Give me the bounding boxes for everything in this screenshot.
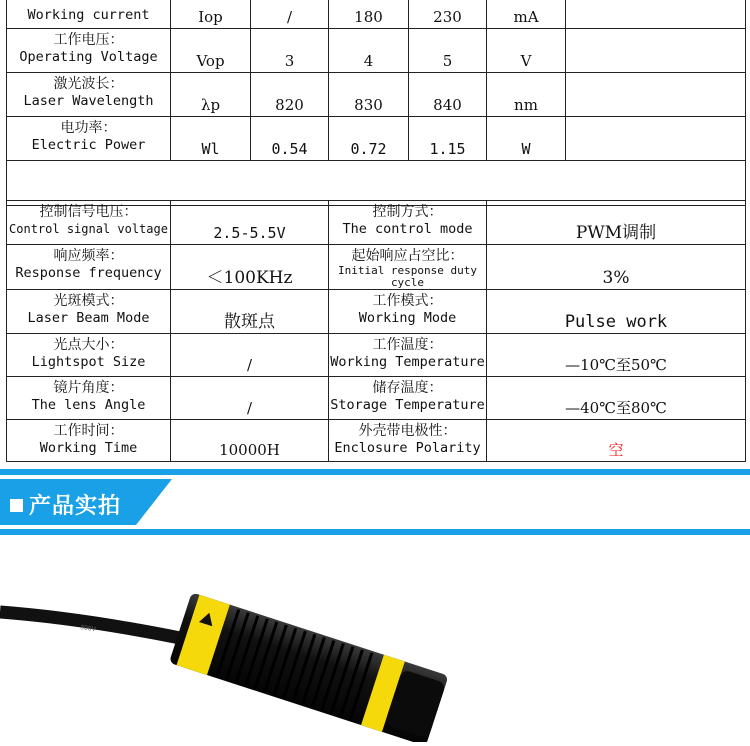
feature-label-left: 光斑模式： Laser Beam Mode: [7, 290, 171, 334]
feature-value-left: 散斑点: [171, 290, 329, 334]
feature-label-left: 响应频率： Response frequency: [7, 245, 171, 290]
feature-value-right: —10℃至50℃: [487, 334, 746, 377]
cable-print: 300V: [79, 624, 97, 634]
spec-unit: nm: [487, 73, 566, 117]
spec-row-current: [7, 0, 746, 29]
feature-row: [7, 201, 746, 245]
feature-value-right: 空: [487, 420, 746, 462]
feature-row: [7, 377, 746, 420]
feature-value-right: 3%: [487, 245, 746, 290]
feature-label-left: 工作时间： Working Time: [7, 420, 171, 462]
spec-typ: 4: [329, 29, 409, 73]
feature-row: [7, 334, 746, 377]
spec-table: [6, 0, 746, 206]
feature-label-left: 镜片角度： The lens Angle: [7, 377, 171, 420]
spec-symbol: Wl: [171, 117, 251, 161]
feature-value-right: Pulse work: [487, 290, 746, 334]
spec-row-wavelength: [7, 73, 746, 117]
spec-unit: W: [487, 117, 566, 161]
spec-label: Working current: [7, 0, 171, 29]
feature-value-left: 2.5-5.5V: [171, 201, 329, 245]
laser-module-image: [0, 560, 750, 742]
feature-label-left: 光点大小： Lightspot Size: [7, 334, 171, 377]
section-title: 产品实拍: [10, 489, 121, 520]
feature-label-right: 起始响应占空比： Initial response duty cycle: [329, 245, 487, 290]
spec-note: [566, 117, 746, 161]
product-photo: [0, 560, 750, 742]
spec-max: 230: [409, 0, 487, 29]
spec-symbol: λp: [171, 73, 251, 117]
spec-label: 工作电压： Operating Voltage: [7, 29, 171, 73]
feature-value-right: —40℃至80℃: [487, 377, 746, 420]
spec-note: [566, 73, 746, 117]
feature-value-left: /: [171, 334, 329, 377]
feature-label-right: 工作模式： Working Mode: [329, 290, 487, 334]
feature-label-right: 控制方式： The control mode: [329, 201, 487, 245]
section-banner: [0, 469, 750, 535]
spec-symbol: Iop: [171, 0, 251, 29]
spec-row-voltage: [7, 29, 746, 73]
spec-label: 激光波长： Laser Wavelength: [7, 73, 171, 117]
feature-label-right: 外壳带电极性： Enclosure Polarity: [329, 420, 487, 462]
feature-value-left: 10000H: [171, 420, 329, 462]
spec-label: 电功率： Electric Power: [7, 117, 171, 161]
spec-max: 1.15: [409, 117, 487, 161]
feature-label-right: 储存温度： Storage Temperature: [329, 377, 487, 420]
feature-row: [7, 245, 746, 290]
spec-max: 5: [409, 29, 487, 73]
spec-unit: V: [487, 29, 566, 73]
feature-label-right: 工作温度： Working Temperature: [329, 334, 487, 377]
spec-note: [566, 29, 746, 73]
spec-unit: mA: [487, 0, 566, 29]
spec-typ: 830: [329, 73, 409, 117]
feature-value-left: /: [171, 377, 329, 420]
spec-max: 840: [409, 73, 487, 117]
feature-value-left: ＜100KHz: [171, 245, 329, 290]
feature-table: [6, 200, 746, 462]
feature-row: [7, 420, 746, 462]
spec-row-power: [7, 117, 746, 161]
square-bullet-icon: [10, 499, 23, 512]
spec-min: 820: [251, 73, 329, 117]
spec-min: 3: [251, 29, 329, 73]
spec-note: [566, 0, 746, 29]
spec-separator-row: [7, 161, 746, 206]
spec-typ: 180: [329, 0, 409, 29]
spec-min: 0.54: [251, 117, 329, 161]
spec-symbol: Vop: [171, 29, 251, 73]
feature-label-left: 控制信号电压： Control signal voltage: [7, 201, 171, 245]
spec-typ: 0.72: [329, 117, 409, 161]
spec-min: /: [251, 0, 329, 29]
feature-row: [7, 290, 746, 334]
feature-value-right: PWM调制: [487, 201, 746, 245]
